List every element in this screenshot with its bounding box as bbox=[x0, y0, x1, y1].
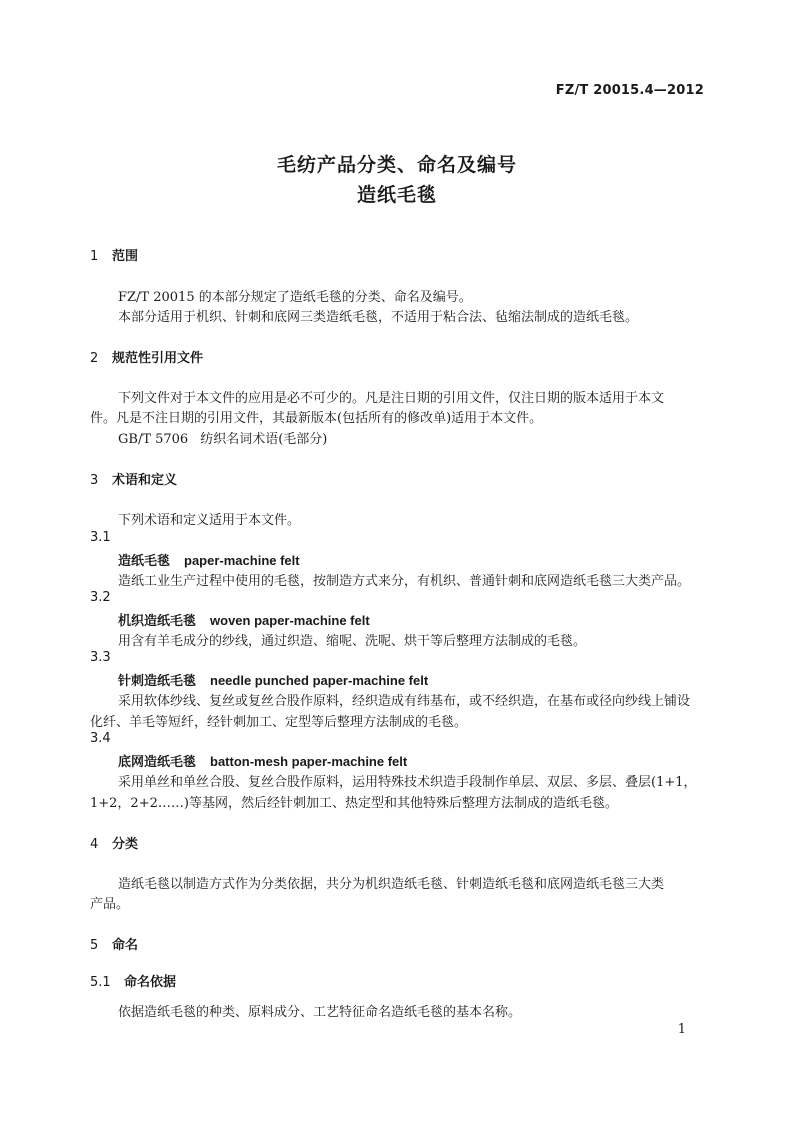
subsection-number: 5.1 bbox=[90, 975, 111, 990]
document-title: 毛纺产品分类、命名及编号 bbox=[276, 154, 517, 176]
term-number: 3.1 bbox=[90, 530, 111, 545]
term-chinese: 造纸毛毯 bbox=[118, 554, 171, 569]
section-title: 范围 bbox=[112, 249, 139, 264]
term-english: paper-machine felt bbox=[184, 553, 300, 568]
section-title: 规范性引用文件 bbox=[112, 351, 204, 366]
term-number: 3.3 bbox=[90, 650, 111, 665]
section-number: 4 bbox=[90, 837, 99, 852]
term-heading bbox=[118, 610, 370, 629]
section-title: 术语和定义 bbox=[112, 473, 178, 488]
section-3-heading bbox=[90, 469, 177, 488]
term-number: 3.2 bbox=[90, 590, 111, 605]
paragraph: 依据造纸毛毯的种类、原料成分、工艺特征命名造纸毛毯的基本名称。 bbox=[118, 1005, 522, 1020]
term-english: woven paper-machine felt bbox=[210, 613, 370, 628]
section-title: 命名 bbox=[112, 938, 139, 953]
section-number: 1 bbox=[90, 249, 99, 264]
term-english: needle punched paper-machine felt bbox=[210, 673, 429, 688]
term-number: 3.4 bbox=[90, 731, 111, 746]
term-chinese: 底网造纸毛毯 bbox=[118, 755, 197, 770]
reference-title: 纺织名词术语(毛部分) bbox=[200, 432, 328, 447]
term-heading bbox=[118, 670, 428, 689]
reference-code: GB/T 5706 bbox=[118, 432, 189, 447]
term-chinese: 机织造纸毛毯 bbox=[118, 614, 197, 629]
section-number: 5 bbox=[90, 938, 99, 953]
paragraph: 下列文件对于本文件的应用是必不可少的。凡是注日期的引用文件，仅注日期的版本适用于本文 bbox=[118, 391, 665, 406]
section-5-heading bbox=[90, 934, 138, 953]
section-number: 3 bbox=[90, 473, 99, 488]
term-definition: 采用单丝和单丝合股、复丝合股作原料，运用特殊技术织造手段制作单层、双层、多层、叠层(1+1， bbox=[118, 775, 697, 790]
paragraph: 本部分适用于机织、针刺和底网三类造纸毛毯，不适用于粘合法、毡缩法制成的造纸毛毯。 bbox=[118, 310, 639, 325]
standard-number: FZ/T 20015.4—2012 bbox=[555, 83, 704, 98]
paragraph-continued: 件。凡是不注日期的引用文件，其最新版本(包括所有的修改单)适用于本文件。 bbox=[90, 411, 543, 426]
term-definition: 用含有羊毛成分的纱线，通过织造、缩呢、洗呢、烘干等后整理方法制成的毛毯。 bbox=[118, 634, 587, 649]
subsection-5-1-heading bbox=[90, 971, 176, 990]
term-heading bbox=[118, 550, 300, 569]
document-subtitle: 造纸毛毯 bbox=[356, 184, 437, 206]
term-english: batton-mesh paper-machine felt bbox=[210, 754, 408, 769]
section-1-heading bbox=[90, 245, 138, 264]
subsection-title: 命名依据 bbox=[124, 975, 177, 990]
term-definition-continued: 1+2，2+2……)等基网，然后经针刺加工、热定型和其他特殊后整理方法制成的造纸毛毯。 bbox=[90, 796, 618, 811]
page-number: 1 bbox=[677, 1022, 686, 1037]
paragraph: FZ/T 20015 的本部分规定了造纸毛毯的分类、命名及编号。 bbox=[118, 290, 472, 305]
section-2-heading bbox=[90, 347, 203, 366]
section-number: 2 bbox=[90, 351, 99, 366]
term-heading bbox=[118, 751, 407, 770]
term-chinese: 针刺造纸毛毯 bbox=[118, 674, 197, 689]
paragraph: 造纸毛毯以制造方式作为分类依据，共分为机织造纸毛毯、针刺造纸毛毯和底网造纸毛毯三大类 bbox=[118, 877, 665, 892]
paragraph-continued: 产品。 bbox=[90, 897, 130, 912]
term-definition: 造纸工业生产过程中使用的毛毯，按制造方式来分，有机织、普通针刺和底网造纸毛毯三大类产品。 bbox=[118, 574, 691, 589]
paragraph: 下列术语和定义适用于本文件。 bbox=[118, 513, 301, 528]
term-definition: 采用软体纱线、复丝或复丝合股作原料，经织造成有纬基布，或不经织造，在基布或径向纱线上铺设 bbox=[118, 694, 691, 709]
term-definition-continued: 化纤、羊毛等短纤，经针刺加工、定型等后整理方法制成的毛毯。 bbox=[90, 715, 468, 730]
section-title: 分类 bbox=[112, 837, 139, 852]
normative-reference bbox=[118, 428, 327, 447]
section-4-heading bbox=[90, 833, 138, 852]
